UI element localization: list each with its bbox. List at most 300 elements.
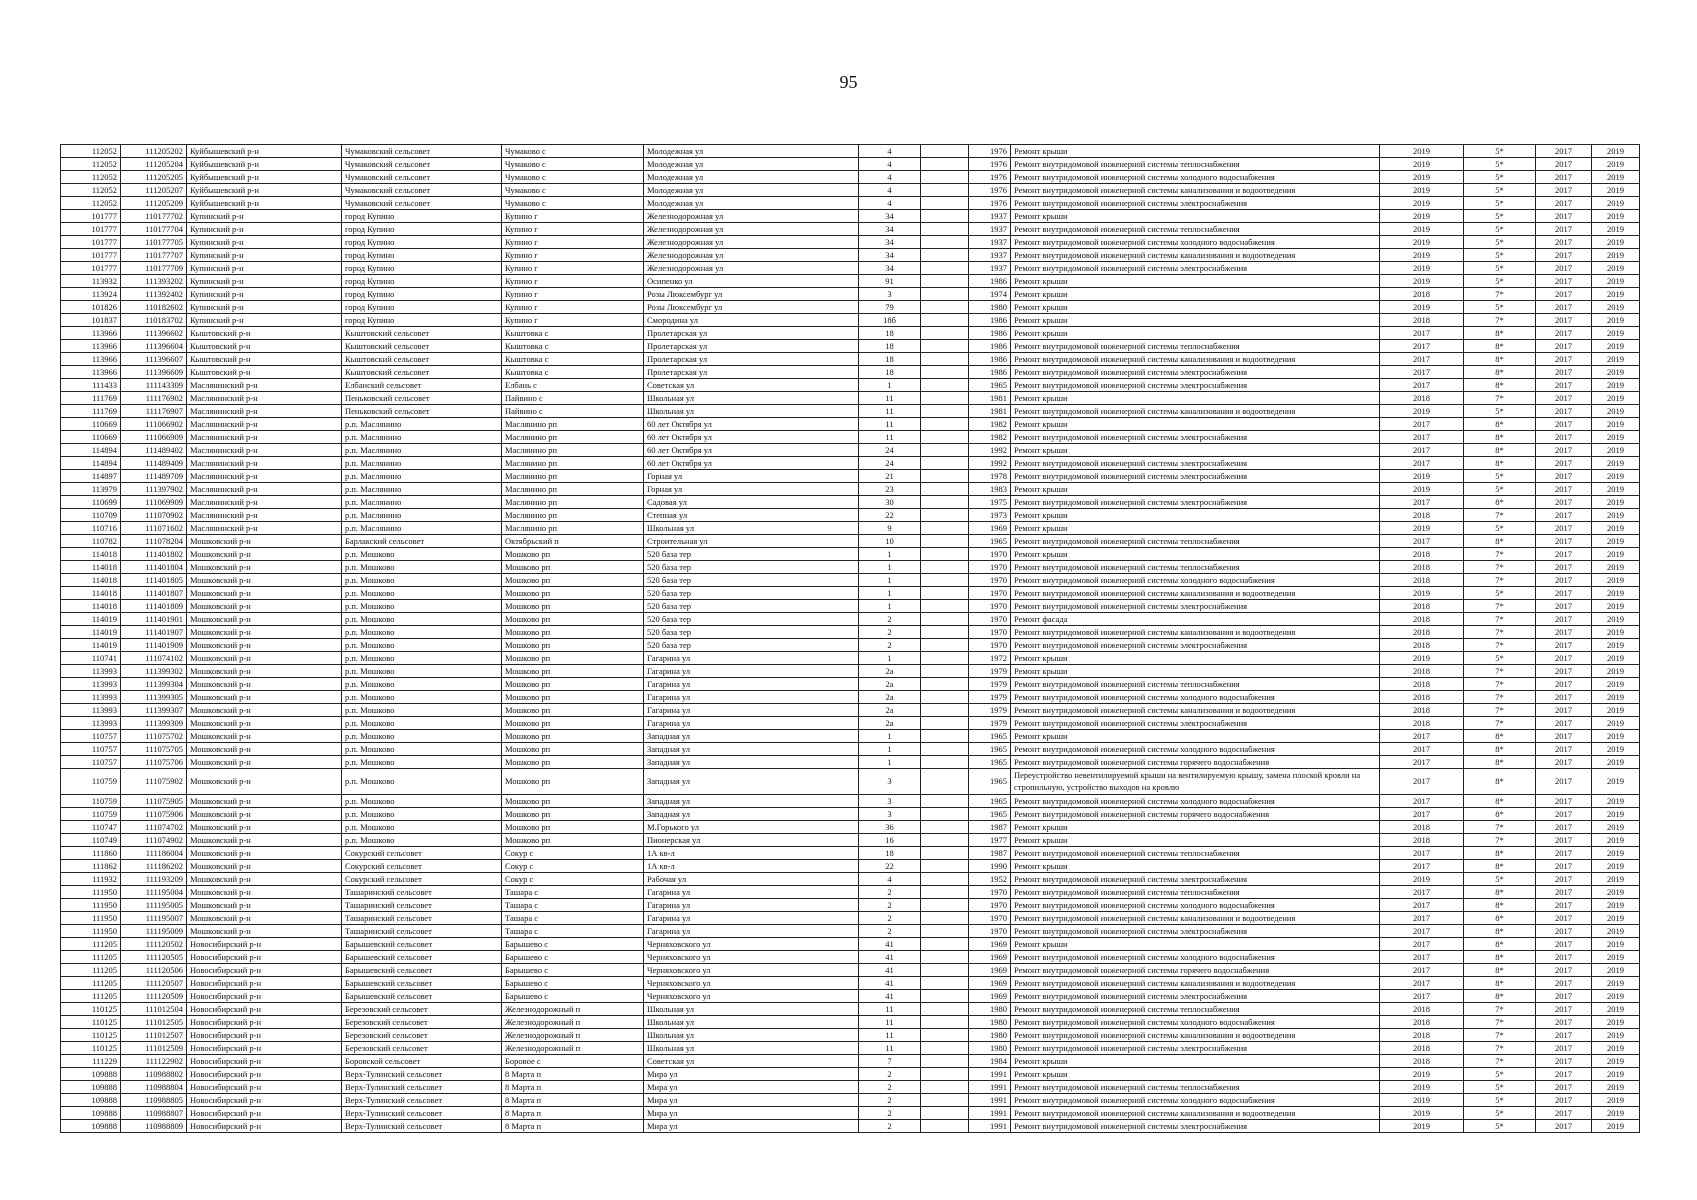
- cell-street: 520 база тер: [644, 574, 859, 587]
- cell-district: Куйбышевский р-н: [187, 171, 342, 184]
- cell-street: Гагарина ул: [644, 886, 859, 899]
- cell-priority: 8*: [1464, 743, 1536, 756]
- cell-work-id: 111393202: [121, 275, 187, 288]
- cell-settlement: Железнодорожный п: [502, 1042, 644, 1055]
- cell-building: [921, 1107, 969, 1120]
- cell-street: 60 лет Октября ул: [644, 431, 859, 444]
- cell-work-id: 111012509: [121, 1042, 187, 1055]
- cell-municipality: Ташаринский сельсовет: [342, 925, 502, 938]
- cell-work-id: 110988802: [121, 1068, 187, 1081]
- cell-building: [921, 899, 969, 912]
- cell-building: [921, 171, 969, 184]
- cell-building: [921, 1094, 969, 1107]
- cell-house-number: 22: [859, 860, 921, 873]
- cell-house-id: 111862: [61, 860, 121, 873]
- cell-house-number: 4: [859, 197, 921, 210]
- cell-period-end: 2019: [1592, 951, 1640, 964]
- cell-work-type: Ремонт внутридомовой инженерной системы канализования и водоотведения: [1011, 977, 1380, 990]
- cell-district: Купинский р-н: [187, 262, 342, 275]
- table-row: [61, 548, 1640, 561]
- cell-settlement: 8 Марта п: [502, 1120, 644, 1133]
- cell-house-id: 113993: [61, 678, 121, 691]
- cell-work-type: Ремонт внутридомовой инженерной системы холодного водоснабжения: [1011, 574, 1380, 587]
- cell-building: [921, 834, 969, 847]
- cell-house-id: 111229: [61, 1055, 121, 1068]
- cell-building: [921, 808, 969, 821]
- cell-house-id: 110782: [61, 535, 121, 548]
- cell-period-start: 2017: [1536, 483, 1592, 496]
- cell-period-start: 2017: [1536, 613, 1592, 626]
- cell-work-id: 111195009: [121, 925, 187, 938]
- cell-building: [921, 873, 969, 886]
- cell-build-year: 1965: [969, 769, 1011, 795]
- cell-period-start: 2017: [1536, 1029, 1592, 1042]
- cell-district: Мошковский р-н: [187, 769, 342, 795]
- table-row: [61, 613, 1640, 626]
- cell-house-number: 41: [859, 964, 921, 977]
- cell-settlement: 8 Марта п: [502, 1081, 644, 1094]
- cell-settlement: Чумаково с: [502, 197, 644, 210]
- table-row: [61, 899, 1640, 912]
- cell-build-year: 1986: [969, 275, 1011, 288]
- cell-work-type: Ремонт крыши: [1011, 652, 1380, 665]
- cell-period-end: 2019: [1592, 847, 1640, 860]
- cell-build-year: 1952: [969, 873, 1011, 886]
- cell-work-type: Ремонт внутридомовой инженерной системы холодного водоснабжения: [1011, 743, 1380, 756]
- cell-period-end: 2019: [1592, 665, 1640, 678]
- cell-district: Новосибирский р-н: [187, 1029, 342, 1042]
- cell-municipality: Чумаковский сельсовет: [342, 145, 502, 158]
- cell-work-type: Ремонт внутридомовой инженерной системы электроснабжения: [1011, 873, 1380, 886]
- cell-building: [921, 600, 969, 613]
- cell-work-type: Ремонт крыши: [1011, 314, 1380, 327]
- table-row: [61, 1016, 1640, 1029]
- cell-work-type: Ремонт крыши: [1011, 821, 1380, 834]
- cell-period-start: 2017: [1536, 236, 1592, 249]
- cell-settlement: Пайвино с: [502, 392, 644, 405]
- cell-build-year: 1937: [969, 236, 1011, 249]
- cell-municipality: р.п. Маслянино: [342, 522, 502, 535]
- table-row: [61, 678, 1640, 691]
- cell-municipality: Кыштовский сельсовет: [342, 353, 502, 366]
- cell-municipality: Ташаринский сельсовет: [342, 899, 502, 912]
- cell-plan-year: 2019: [1380, 873, 1464, 886]
- cell-house-id: 112052: [61, 145, 121, 158]
- cell-period-start: 2017: [1536, 496, 1592, 509]
- cell-building: [921, 639, 969, 652]
- cell-work-id: 111069909: [121, 496, 187, 509]
- table-row: [61, 197, 1640, 210]
- cell-work-id: 111012505: [121, 1016, 187, 1029]
- cell-settlement: Купино г: [502, 236, 644, 249]
- cell-house-number: 11: [859, 1029, 921, 1042]
- cell-house-number: 7: [859, 1055, 921, 1068]
- cell-priority: 7*: [1464, 1029, 1536, 1042]
- table-row: [61, 1068, 1640, 1081]
- cell-build-year: 1982: [969, 418, 1011, 431]
- cell-period-start: 2017: [1536, 1068, 1592, 1081]
- cell-work-type: Ремонт внутридомовой инженерной системы горячего водоснабжения: [1011, 964, 1380, 977]
- cell-period-start: 2017: [1536, 561, 1592, 574]
- cell-work-id: 111396602: [121, 327, 187, 340]
- cell-settlement: Ташара с: [502, 899, 644, 912]
- cell-work-type: Ремонт внутридомовой инженерной системы электроснабжения: [1011, 496, 1380, 509]
- cell-settlement: Барышево с: [502, 938, 644, 951]
- cell-house-id: 112052: [61, 171, 121, 184]
- cell-work-id: 111193209: [121, 873, 187, 886]
- cell-district: Мошковский р-н: [187, 886, 342, 899]
- table-row: [61, 509, 1640, 522]
- cell-build-year: 1970: [969, 925, 1011, 938]
- cell-plan-year: 2018: [1380, 509, 1464, 522]
- cell-municipality: Ташаринский сельсовет: [342, 912, 502, 925]
- cell-period-end: 2019: [1592, 275, 1640, 288]
- table-row: [61, 990, 1640, 1003]
- cell-building: [921, 795, 969, 808]
- cell-period-start: 2017: [1536, 249, 1592, 262]
- cell-street: Гагарина ул: [644, 678, 859, 691]
- cell-settlement: Кыштовка с: [502, 340, 644, 353]
- table-row: [61, 1042, 1640, 1055]
- cell-period-start: 2017: [1536, 301, 1592, 314]
- cell-period-end: 2019: [1592, 509, 1640, 522]
- cell-settlement: Кыштовка с: [502, 353, 644, 366]
- cell-priority: 5*: [1464, 223, 1536, 236]
- cell-period-end: 2019: [1592, 769, 1640, 795]
- cell-work-type: Ремонт внутридомовой инженерной системы канализования и водоотведения: [1011, 704, 1380, 717]
- cell-plan-year: 2019: [1380, 210, 1464, 223]
- cell-district: Маслянинский р-н: [187, 405, 342, 418]
- cell-build-year: 1986: [969, 327, 1011, 340]
- cell-build-year: 1937: [969, 249, 1011, 262]
- cell-building: [921, 769, 969, 795]
- cell-building: [921, 327, 969, 340]
- cell-house-id: 101826: [61, 301, 121, 314]
- cell-work-type: Ремонт фасада: [1011, 613, 1380, 626]
- cell-work-type: Ремонт крыши: [1011, 145, 1380, 158]
- cell-period-start: 2017: [1536, 509, 1592, 522]
- table-row: [61, 847, 1640, 860]
- cell-build-year: 1970: [969, 613, 1011, 626]
- cell-work-id: 111066902: [121, 418, 187, 431]
- cell-building: [921, 496, 969, 509]
- cell-building: [921, 886, 969, 899]
- cell-house-number: 11: [859, 1042, 921, 1055]
- cell-period-end: 2019: [1592, 470, 1640, 483]
- cell-period-end: 2019: [1592, 808, 1640, 821]
- cell-period-end: 2019: [1592, 821, 1640, 834]
- cell-work-type: Ремонт внутридомовой инженерной системы электроснабжения: [1011, 1120, 1380, 1133]
- cell-house-id: 114018: [61, 574, 121, 587]
- cell-building: [921, 470, 969, 483]
- cell-municipality: город Купино: [342, 314, 502, 327]
- cell-work-type: Ремонт внутридомовой инженерной системы электроснабжения: [1011, 925, 1380, 938]
- cell-priority: 5*: [1464, 1068, 1536, 1081]
- cell-plan-year: 2018: [1380, 314, 1464, 327]
- cell-street: Западная ул: [644, 769, 859, 795]
- cell-period-start: 2017: [1536, 548, 1592, 561]
- cell-plan-year: 2019: [1380, 249, 1464, 262]
- table-row: [61, 457, 1640, 470]
- table-row: [61, 405, 1640, 418]
- cell-district: Мошковский р-н: [187, 756, 342, 769]
- cell-house-id: 114018: [61, 600, 121, 613]
- cell-settlement: Купино г: [502, 288, 644, 301]
- cell-period-start: 2017: [1536, 886, 1592, 899]
- table-row: [61, 873, 1640, 886]
- cell-build-year: 1969: [969, 522, 1011, 535]
- cell-plan-year: 2019: [1380, 197, 1464, 210]
- cell-building: [921, 158, 969, 171]
- cell-period-start: 2017: [1536, 678, 1592, 691]
- cell-house-id: 110669: [61, 418, 121, 431]
- cell-house-number: 2: [859, 886, 921, 899]
- table-row: [61, 652, 1640, 665]
- cell-build-year: 1970: [969, 899, 1011, 912]
- table-row: [61, 522, 1640, 535]
- cell-settlement: Маслянино рп: [502, 418, 644, 431]
- cell-period-start: 2017: [1536, 808, 1592, 821]
- table-row: [61, 1003, 1640, 1016]
- cell-priority: 8*: [1464, 912, 1536, 925]
- cell-build-year: 1980: [969, 1042, 1011, 1055]
- cell-build-year: 1983: [969, 483, 1011, 496]
- cell-plan-year: 2019: [1380, 587, 1464, 600]
- cell-district: Мошковский р-н: [187, 587, 342, 600]
- cell-building: [921, 1042, 969, 1055]
- cell-municipality: Сокурский сельсовет: [342, 860, 502, 873]
- cell-priority: 5*: [1464, 249, 1536, 262]
- cell-building: [921, 704, 969, 717]
- cell-plan-year: 2017: [1380, 743, 1464, 756]
- cell-settlement: Купино г: [502, 275, 644, 288]
- cell-house-id: 111205: [61, 990, 121, 1003]
- cell-house-id: 113924: [61, 288, 121, 301]
- cell-street: Рабочая ул: [644, 873, 859, 886]
- cell-house-number: 18: [859, 847, 921, 860]
- cell-house-number: 1: [859, 561, 921, 574]
- cell-building: [921, 1016, 969, 1029]
- cell-municipality: р.п. Мошково: [342, 600, 502, 613]
- cell-priority: 8*: [1464, 769, 1536, 795]
- cell-house-number: 3: [859, 288, 921, 301]
- cell-work-id: 110988804: [121, 1081, 187, 1094]
- cell-house-id: 111950: [61, 925, 121, 938]
- cell-building: [921, 1081, 969, 1094]
- cell-building: [921, 1120, 969, 1133]
- cell-municipality: Верх-Тулинский сельсовет: [342, 1120, 502, 1133]
- cell-building: [921, 574, 969, 587]
- cell-building: [921, 548, 969, 561]
- cell-work-id: 111012507: [121, 1029, 187, 1042]
- table-row: [61, 379, 1640, 392]
- table-row: [61, 769, 1640, 795]
- cell-work-id: 111186202: [121, 860, 187, 873]
- cell-settlement: Барышево с: [502, 977, 644, 990]
- cell-priority: 5*: [1464, 275, 1536, 288]
- cell-district: Маслянинский р-н: [187, 509, 342, 522]
- cell-house-id: 111769: [61, 405, 121, 418]
- cell-period-end: 2019: [1592, 1055, 1640, 1068]
- cell-work-id: 110177702: [121, 210, 187, 223]
- cell-municipality: город Купино: [342, 275, 502, 288]
- cell-district: Новосибирский р-н: [187, 1068, 342, 1081]
- cell-work-id: 111489402: [121, 444, 187, 457]
- cell-period-end: 2019: [1592, 912, 1640, 925]
- cell-period-end: 2019: [1592, 873, 1640, 886]
- cell-building: [921, 483, 969, 496]
- cell-work-type: Ремонт крыши: [1011, 275, 1380, 288]
- cell-period-end: 2019: [1592, 145, 1640, 158]
- cell-period-start: 2017: [1536, 730, 1592, 743]
- cell-street: 520 база тер: [644, 600, 859, 613]
- cell-build-year: 1981: [969, 392, 1011, 405]
- cell-period-end: 2019: [1592, 314, 1640, 327]
- cell-municipality: Боровской сельсовет: [342, 1055, 502, 1068]
- cell-work-type: Ремонт крыши: [1011, 730, 1380, 743]
- cell-street: Пионерская ул: [644, 834, 859, 847]
- cell-plan-year: 2018: [1380, 717, 1464, 730]
- cell-house-id: 114018: [61, 587, 121, 600]
- cell-work-type: Ремонт крыши: [1011, 392, 1380, 405]
- cell-period-end: 2019: [1592, 444, 1640, 457]
- cell-building: [921, 626, 969, 639]
- cell-house-id: 110716: [61, 522, 121, 535]
- cell-period-start: 2017: [1536, 197, 1592, 210]
- cell-period-start: 2017: [1536, 574, 1592, 587]
- cell-build-year: 1970: [969, 574, 1011, 587]
- cell-house-number: 1: [859, 600, 921, 613]
- cell-street: 60 лет Октября ул: [644, 457, 859, 470]
- cell-plan-year: 2017: [1380, 899, 1464, 912]
- cell-district: Новосибирский р-н: [187, 964, 342, 977]
- cell-work-id: 111120505: [121, 951, 187, 964]
- cell-build-year: 1991: [969, 1094, 1011, 1107]
- cell-period-start: 2017: [1536, 717, 1592, 730]
- cell-district: Мошковский р-н: [187, 717, 342, 730]
- cell-building: [921, 275, 969, 288]
- cell-house-number: 3: [859, 808, 921, 821]
- cell-building: [921, 743, 969, 756]
- cell-settlement: Мошково рп: [502, 795, 644, 808]
- cell-house-number: 24: [859, 457, 921, 470]
- cell-work-type: Ремонт внутридомовой инженерной системы теплоснабжения: [1011, 158, 1380, 171]
- cell-work-id: 111396604: [121, 340, 187, 353]
- cell-street: Железнодорожная ул: [644, 236, 859, 249]
- cell-house-id: 109888: [61, 1094, 121, 1107]
- cell-period-end: 2019: [1592, 392, 1640, 405]
- cell-house-id: 110669: [61, 431, 121, 444]
- cell-building: [921, 262, 969, 275]
- table-row: [61, 743, 1640, 756]
- cell-period-start: 2017: [1536, 626, 1592, 639]
- cell-period-end: 2019: [1592, 457, 1640, 470]
- cell-period-end: 2019: [1592, 197, 1640, 210]
- cell-district: Куйбышевский р-н: [187, 184, 342, 197]
- cell-build-year: 1980: [969, 1029, 1011, 1042]
- table-row: [61, 691, 1640, 704]
- cell-plan-year: 2018: [1380, 288, 1464, 301]
- cell-house-number: 41: [859, 977, 921, 990]
- cell-settlement: Купино г: [502, 223, 644, 236]
- cell-house-id: 110709: [61, 509, 121, 522]
- cell-settlement: Маслянино рп: [502, 483, 644, 496]
- cell-house-id: 113993: [61, 704, 121, 717]
- cell-house-id: 114018: [61, 561, 121, 574]
- cell-house-number: 30: [859, 496, 921, 509]
- cell-street: 520 база тер: [644, 587, 859, 600]
- cell-district: Купинский р-н: [187, 314, 342, 327]
- cell-plan-year: 2018: [1380, 600, 1464, 613]
- cell-municipality: р.п. Маслянино: [342, 418, 502, 431]
- cell-district: Новосибирский р-н: [187, 1107, 342, 1120]
- cell-build-year: 1970: [969, 561, 1011, 574]
- cell-street: Черняховского ул: [644, 938, 859, 951]
- cell-priority: 5*: [1464, 171, 1536, 184]
- table-row: [61, 535, 1640, 548]
- cell-house-number: 2: [859, 613, 921, 626]
- cell-municipality: р.п. Мошково: [342, 743, 502, 756]
- cell-work-id: 111195005: [121, 899, 187, 912]
- cell-work-id: 111075906: [121, 808, 187, 821]
- cell-settlement: Чумаково с: [502, 158, 644, 171]
- cell-build-year: 1979: [969, 665, 1011, 678]
- cell-build-year: 1991: [969, 1068, 1011, 1081]
- cell-period-end: 2019: [1592, 704, 1640, 717]
- cell-house-id: 113966: [61, 366, 121, 379]
- cell-build-year: 1965: [969, 795, 1011, 808]
- cell-municipality: Березовский сельсовет: [342, 1029, 502, 1042]
- cell-house-number: 23: [859, 483, 921, 496]
- cell-priority: 5*: [1464, 145, 1536, 158]
- cell-period-end: 2019: [1592, 1029, 1640, 1042]
- cell-period-end: 2019: [1592, 561, 1640, 574]
- cell-period-end: 2019: [1592, 990, 1640, 1003]
- cell-house-number: 21: [859, 470, 921, 483]
- table-row: [61, 756, 1640, 769]
- cell-work-id: 111143309: [121, 379, 187, 392]
- cell-period-start: 2017: [1536, 340, 1592, 353]
- cell-house-id: 110757: [61, 756, 121, 769]
- cell-settlement: Маслянино рп: [502, 457, 644, 470]
- cell-house-number: 10: [859, 535, 921, 548]
- cell-settlement: Мошково рп: [502, 704, 644, 717]
- cell-district: Мошковский р-н: [187, 574, 342, 587]
- cell-priority: 8*: [1464, 535, 1536, 548]
- cell-work-id: 111075902: [121, 769, 187, 795]
- cell-building: [921, 223, 969, 236]
- cell-municipality: р.п. Мошково: [342, 756, 502, 769]
- cell-work-type: Ремонт внутридомовой инженерной системы электроснабжения: [1011, 379, 1380, 392]
- cell-municipality: р.п. Мошково: [342, 665, 502, 678]
- cell-period-start: 2017: [1536, 379, 1592, 392]
- cell-period-end: 2019: [1592, 613, 1640, 626]
- cell-house-id: 101777: [61, 223, 121, 236]
- cell-work-type: Ремонт внутридомовой инженерной системы горячего водоснабжения: [1011, 756, 1380, 769]
- cell-house-number: 16: [859, 834, 921, 847]
- cell-street: Западная ул: [644, 756, 859, 769]
- cell-work-type: Ремонт крыши: [1011, 834, 1380, 847]
- cell-plan-year: 2018: [1380, 821, 1464, 834]
- cell-street: Строительная ул: [644, 535, 859, 548]
- table-row: [61, 223, 1640, 236]
- table-row: [61, 717, 1640, 730]
- cell-building: [921, 613, 969, 626]
- cell-house-id: 109888: [61, 1068, 121, 1081]
- cell-priority: 5*: [1464, 158, 1536, 171]
- cell-settlement: Мошково рп: [502, 652, 644, 665]
- cell-street: Молодежная ул: [644, 158, 859, 171]
